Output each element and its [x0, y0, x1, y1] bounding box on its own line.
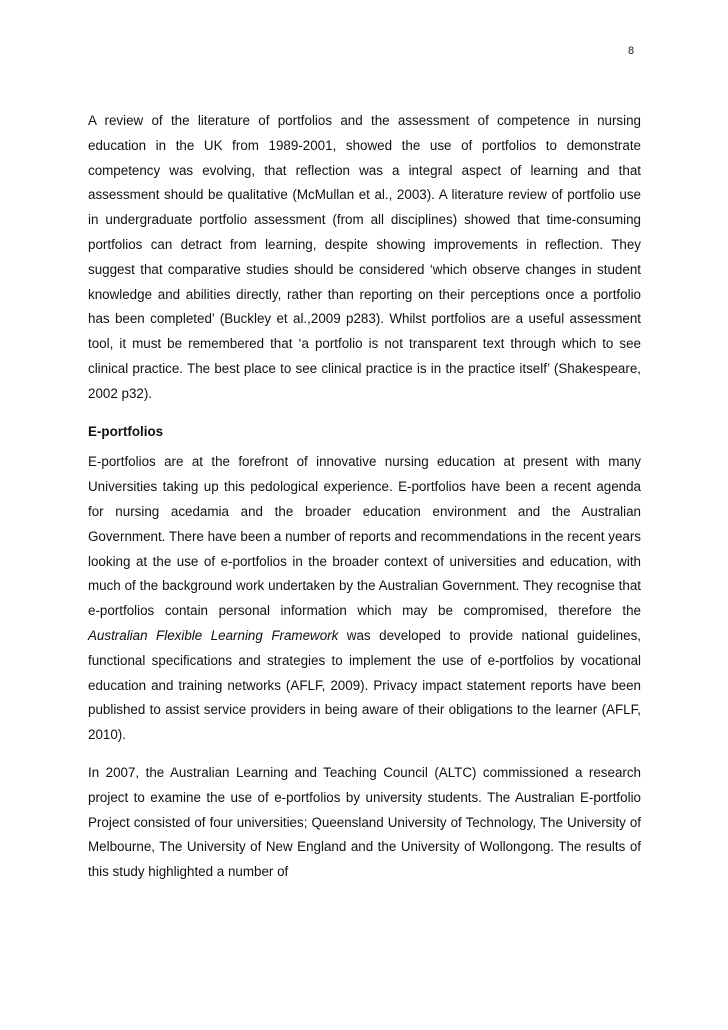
paragraph-portfolio-review: A review of the literature of portfolios and the assessment of competence in nursing education in the UK from 1989-2001, showed the use of portfolios to demonstrate competency was evolving, that reflection was a integral aspect of learning and that assessment should be qualitative (McMullan et al., 2003). A literature review of portfolio use in undergraduate portfolio assessment (from all disciplines) showed that time-consuming portfolios can detract from learning, despite showing improvements in reflection. They suggest that comparative studies should be considered ‘which observe changes in student knowledge and abilities directly, rather than reporting on their perceptions once a portfolio has been completed’ (Buckley et al.,2009 p283). Whilst portfolios are a useful assessment tool, it must be remembered that ‘a portfolio is not transparent text through which to see clinical practice. The best place to see clinical practice is in the practice itself’ (Shakespeare, 2002 p32). [88, 113, 641, 401]
paragraph-e-portfolios [88, 450, 641, 748]
framework-title: Australian Flexible Learning Framework [88, 627, 339, 643]
document-body [88, 109, 641, 885]
section-heading-e-portfolios: E-portfolios [88, 423, 164, 439]
page-number: 8 [628, 45, 635, 57]
paragraph-e-portfolios-text-1: E-portfolios are at the forefront of innovative nursing education at present with many Universities taking up this pedological experience. E-portfolios have been a recent agenda for nursing acedamia and the broader education environment and the Australian Government. There have been a number of reports and recommendations in the recent years looking at the use of e-portfolios in the broader context of universities and education, with much of the background work undertaken by the Australian Government. They recognise that e-portfolios contain personal information which may be compromised, therefore the [88, 454, 641, 619]
paragraph-altc-project: In 2007, the Australian Learning and Teaching Council (ALTC) commissioned a research project to examine the use of e-portfolios by university students. The Australian E-portfolio Project consisted of four universities; Queensland University of Technology, The University of Melbourne, The University of New England and the University of Wollongong. The results of this study highlighted a number of [88, 764, 641, 880]
paragraph-e-portfolios-text-2: was developed to provide national guidelines, functional specifications and strategies to implement the use of e-portfolios by vocational education and training networks (AFLF, 2009). Privacy impact statement reports have been published to assist service providers in being aware of their obligations to the learner (AFLF, 2010). [88, 627, 641, 743]
